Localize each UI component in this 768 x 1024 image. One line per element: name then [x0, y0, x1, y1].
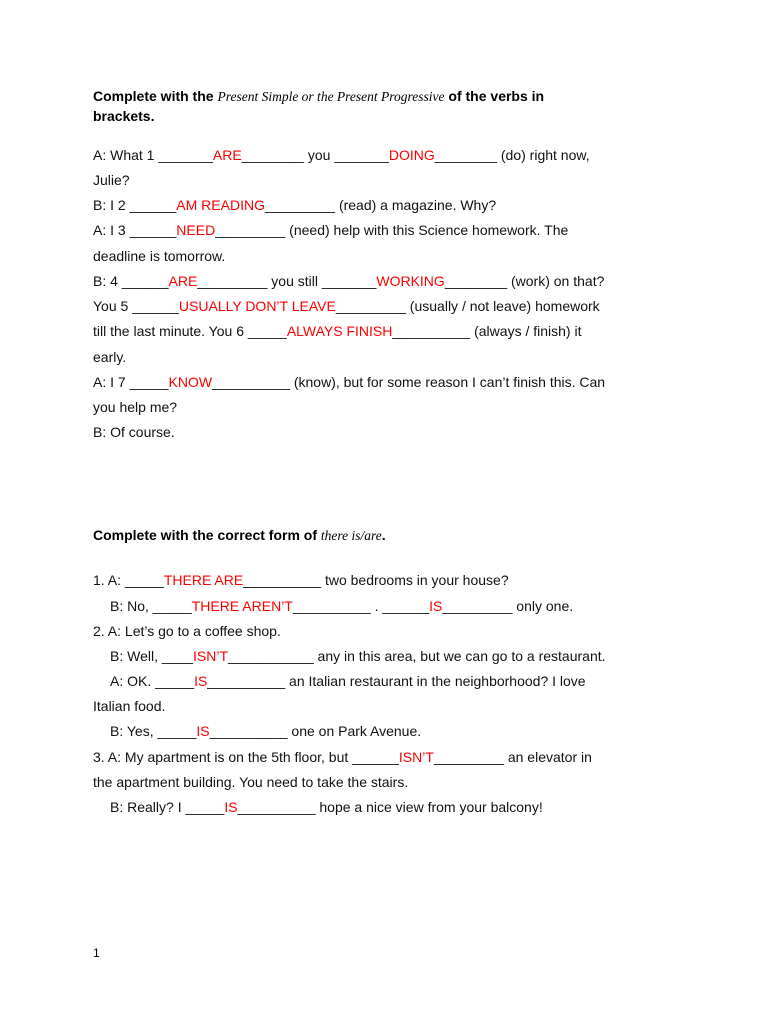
- dialogue-line: [93, 397, 177, 417]
- line-text: _________ an elevator in: [433, 749, 592, 765]
- section1-title-line2: brackets.: [93, 108, 155, 124]
- line-text: deadline is tomorrow.: [93, 248, 226, 264]
- line-text: ________ you _______: [241, 147, 389, 163]
- section2-title-italic: there is/are: [320, 528, 382, 543]
- line-text: you help me?: [93, 399, 178, 415]
- answer-text: USUALLY DON’T LEAVE: [178, 298, 336, 314]
- dialogue-line: [93, 347, 126, 367]
- answer-text: KNOW: [168, 374, 213, 390]
- dialogue-line: [93, 372, 605, 392]
- exercise-line: [110, 596, 573, 616]
- dialogue-line: [93, 220, 568, 240]
- answer-text: DOING: [388, 147, 435, 163]
- line-text: __________ an Italian restaurant in the neighborhood? I love: [207, 673, 586, 689]
- exercise-line: [110, 797, 543, 817]
- line-text: You 5 ______: [93, 298, 179, 314]
- section1-title-italic: Present Simple or the Present Progressive: [217, 89, 445, 104]
- answer-text: IS: [429, 598, 443, 614]
- dialogue-line: [93, 296, 600, 316]
- dialogue-line: [93, 321, 581, 341]
- dialogue-line: [93, 271, 604, 291]
- line-text: __________ (know), but for some reason I can’t finish this. Can: [212, 374, 606, 390]
- answer-text: ALWAYS FINISH: [286, 323, 393, 339]
- dialogue-line: [93, 195, 496, 215]
- line-text: B: 4 ______: [93, 273, 169, 289]
- line-text: _________ you still _______: [197, 273, 377, 289]
- exercise-line: [110, 646, 606, 666]
- line-text: the apartment building. You need to take the stairs.: [93, 774, 409, 790]
- dialogue-line: [93, 170, 130, 190]
- answer-text: WORKING: [376, 273, 445, 289]
- section1-title: [93, 86, 544, 107]
- answer-text: THERE ARE: [163, 572, 244, 588]
- line-text: B: I 2 ______: [93, 197, 177, 213]
- line-text: A: OK. _____: [110, 673, 195, 689]
- line-text: _________ (read) a magazine. Why?: [264, 197, 497, 213]
- answer-text: ARE: [212, 147, 242, 163]
- exercise-line: [93, 621, 281, 641]
- dialogue-line: [93, 422, 175, 442]
- line-text: B: Really? I _____: [110, 799, 225, 815]
- line-text: ___________ any in this area, but we can go to a restaurant.: [228, 648, 606, 664]
- exercise-line: [110, 721, 421, 741]
- line-text: A: I 7 _____: [93, 374, 169, 390]
- line-text: A: What 1 _______: [93, 147, 213, 163]
- line-text: _________ (need) help with this Science homework. The: [215, 222, 569, 238]
- line-text: __________ two bedrooms in your house?: [243, 572, 509, 588]
- line-text: __________ one on Park Avenue.: [209, 723, 422, 739]
- line-text: _________ (usually / not leave) homework: [335, 298, 600, 314]
- exercise-line: [93, 772, 408, 792]
- line-text: __________ (always / finish) it: [392, 323, 582, 339]
- section2-title-pre: Complete with the correct form of: [93, 527, 321, 543]
- answer-text: NEED: [176, 222, 216, 238]
- line-text: early.: [93, 349, 127, 365]
- answer-text: THERE AREN’T: [191, 598, 293, 614]
- section2-title-post: .: [381, 527, 386, 543]
- page-number: 1: [93, 946, 100, 960]
- line-text: till the last minute. You 6 _____: [93, 323, 287, 339]
- answer-text: ISN’T: [398, 749, 434, 765]
- line-text: Italian food.: [93, 698, 166, 714]
- line-text: A: I 3 ______: [93, 222, 177, 238]
- line-text: __________ hope a nice view from your balcony!: [237, 799, 543, 815]
- line-text: B: Yes, _____: [110, 723, 197, 739]
- line-text: 1. A: _____: [93, 572, 164, 588]
- exercise-line: [110, 671, 586, 691]
- exercise-line: [93, 747, 592, 767]
- line-text: __________ . ______: [292, 598, 430, 614]
- line-text: ________ (work) on that?: [444, 273, 605, 289]
- line-text: 2. A: Let’s go to a coffee shop.: [93, 623, 281, 639]
- line-text: _________ only one.: [442, 598, 574, 614]
- answer-text: AM READING: [176, 197, 265, 213]
- line-text: B: Well, ____: [110, 648, 194, 664]
- answer-text: IS: [196, 723, 210, 739]
- answer-text: ARE: [168, 273, 198, 289]
- line-text: ________ (do) right now,: [434, 147, 590, 163]
- answer-text: ISN’T: [193, 648, 229, 664]
- exercise-line: [93, 570, 509, 590]
- dialogue-line: [93, 145, 590, 165]
- line-text: Julie?: [93, 172, 130, 188]
- answer-text: IS: [194, 673, 208, 689]
- answer-text: IS: [224, 799, 238, 815]
- dialogue-line: [93, 246, 225, 266]
- section1-title-pre: Complete with the: [93, 88, 218, 104]
- line-text: 3. A: My apartment is on the 5th floor, but ______: [93, 749, 399, 765]
- line-text: B: Of course.: [93, 424, 175, 440]
- line-text: B: No, _____: [110, 598, 192, 614]
- section1-title-post: of the verbs in: [444, 88, 545, 104]
- section2-title: [93, 525, 386, 546]
- exercise-line: [93, 696, 165, 716]
